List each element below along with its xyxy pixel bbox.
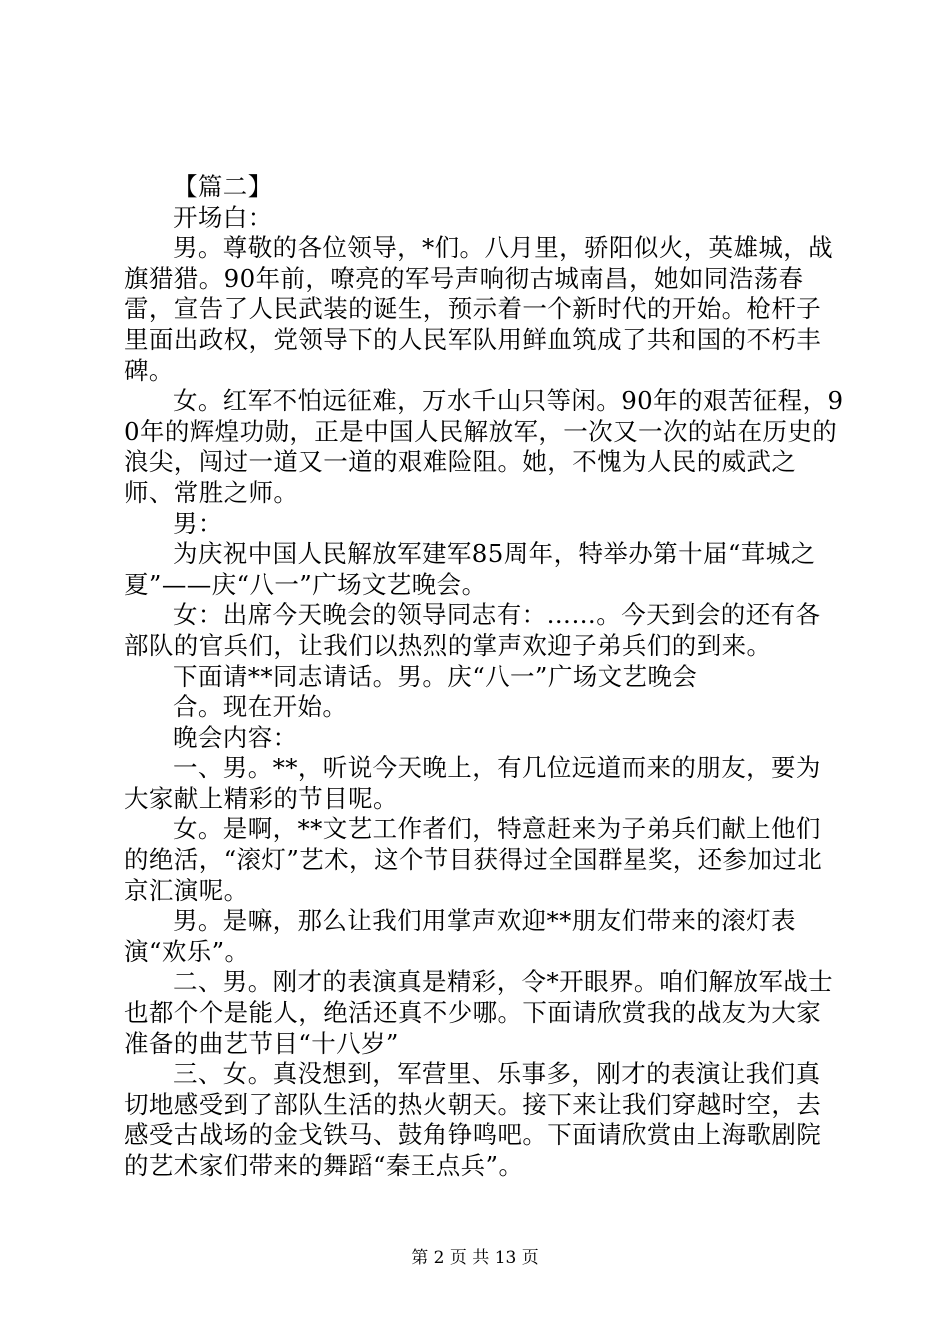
paragraph: 男。尊敬的各位领导，*们。八月里，骄阳似火，英雄城，战旗猎猎。90年前，嘹亮的军号声响彻古城南昌，她如同浩荡春雷，宣告了人民武装的诞生，预示着一个新时代的开始。枪杆子里面出政权，党领导下的人民军队用鲜血筑成了共和国的不朽丰碑。 xyxy=(124,233,834,385)
paragraph: 三、女。真没想到，军营里、乐事多，刚才的表演让我们真切地感受到了部队生活的热火朝天。接下来让我们穿越时空，去感受古战场的金戈铁马、鼓角铮鸣吧。下面请欣赏由上海歌剧院的艺术家们带来的舞蹈“秦王点兵”。 xyxy=(124,1059,822,1180)
paragraph: 女：出席今天晚会的领导同志有：……。今天到会的还有各部队的官兵们，让我们以热烈的掌声欢迎子弟兵们的到来。 xyxy=(124,600,821,660)
document-body xyxy=(124,172,844,1182)
paragraph: 下面请**同志请话。男。庆“八一”广场文艺晚会 xyxy=(173,661,698,691)
paragraph: 一、男。**，听说今天晚上，有几位远道而来的朋友，要为大家献上精彩的节目呢。 xyxy=(124,753,821,813)
paragraph: 晚会内容： xyxy=(173,722,298,752)
paragraph: 合。现在开始。 xyxy=(173,692,348,722)
section-heading: 【篇二】 xyxy=(173,172,273,201)
paragraph: 二、男。刚才的表演真是精彩，令*开眼界。咱们解放军战士也都个个是能人，绝活还真不少哪。下面请欣赏我的战友为大家准备的曲艺节目“十八岁” xyxy=(124,967,834,1058)
page-footer: 第 2 页 共 13 页 xyxy=(411,1248,539,1268)
paragraph: 女。是啊，**文艺工作者们，特意赶来为子弟兵们献上他们的绝活，“滚灯”艺术，这个节目获得过全国群星奖，还参加过北京汇演呢。 xyxy=(124,814,823,905)
paragraph: 男。是嘛，那么让我们用掌声欢迎**朋友们带来的滚灯表演“欢乐”。 xyxy=(124,906,796,966)
paragraph: 为庆祝中国人民解放军建军85周年，特举办第十届“茸城之夏”——庆“八一”广场文艺晚会。 xyxy=(124,539,816,599)
paragraph: 开场白： xyxy=(173,202,273,232)
paragraph: 女。红军不怕远征难，万水千山只等闲。90年的艰苦征程，90年的辉煌功勋，正是中国人民解放军，一次又一次的站在历史的浪尖，闯过一道又一道的艰难险阻。她，不愧为人民的威武之师、常胜之师。 xyxy=(124,386,844,507)
paragraph: 男： xyxy=(173,508,223,538)
